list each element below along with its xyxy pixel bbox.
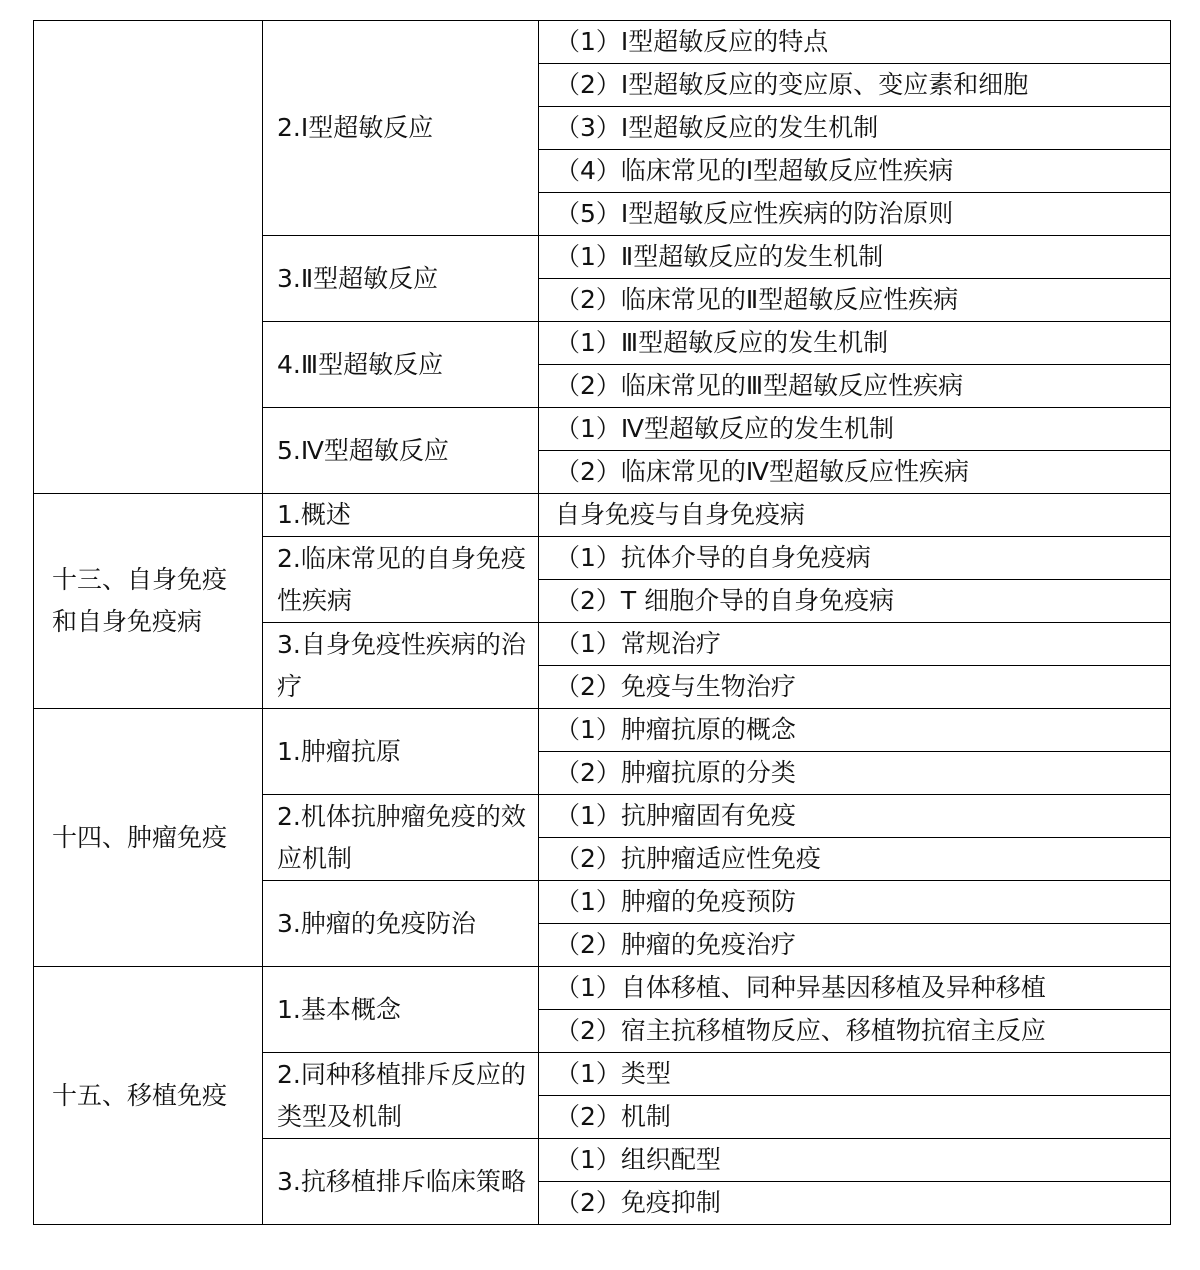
point-item: （1）Ⅱ型超敏反应的发生机制	[539, 236, 1171, 279]
point-item: （1）肿瘤抗原的概念	[539, 709, 1171, 752]
section-title	[34, 21, 263, 494]
subtopic-label: 3.自身免疫性疾病的治疗	[263, 623, 539, 709]
table-row	[34, 967, 1171, 1010]
table-body	[34, 21, 1171, 1225]
subtopic-label: 4.Ⅲ型超敏反应	[263, 322, 539, 408]
point-item: （1）常规治疗	[539, 623, 1171, 666]
point-item: （2）T 细胞介导的自身免疫病	[539, 580, 1171, 623]
section-title: 十五、移植免疫	[34, 967, 263, 1225]
subtopic-label: 3.肿瘤的免疫防治	[263, 881, 539, 967]
subtopic-label: 5.Ⅳ型超敏反应	[263, 408, 539, 494]
point-item: （1）组织配型	[539, 1139, 1171, 1182]
point-item: 自身免疫与自身免疫病	[539, 494, 1171, 537]
subtopic-label: 3.Ⅱ型超敏反应	[263, 236, 539, 322]
point-item: （2）免疫与生物治疗	[539, 666, 1171, 709]
point-item: （4）临床常见的Ⅰ型超敏反应性疾病	[539, 150, 1171, 193]
subtopic-label: 2.同种移植排斥反应的类型及机制	[263, 1053, 539, 1139]
point-item: （1）抗体介导的自身免疫病	[539, 537, 1171, 580]
table-row	[34, 709, 1171, 752]
point-item: （1）Ⅰ型超敏反应的特点	[539, 21, 1171, 64]
section-title: 十三、自身免疫和自身免疫病	[34, 494, 263, 709]
point-item: （2）临床常见的Ⅲ型超敏反应性疾病	[539, 365, 1171, 408]
section-title: 十四、肿瘤免疫	[34, 709, 263, 967]
point-item: （1）自体移植、同种异基因移植及异种移植	[539, 967, 1171, 1010]
point-item: （1）肿瘤的免疫预防	[539, 881, 1171, 924]
point-item: （2）Ⅰ型超敏反应的变应原、变应素和细胞	[539, 64, 1171, 107]
subtopic-label: 1.肿瘤抗原	[263, 709, 539, 795]
point-item: （1）类型	[539, 1053, 1171, 1096]
subtopic-label: 1.概述	[263, 494, 539, 537]
point-item: （2）临床常见的Ⅳ型超敏反应性疾病	[539, 451, 1171, 494]
syllabus-outline-table	[33, 20, 1171, 1225]
point-item: （2）临床常见的Ⅱ型超敏反应性疾病	[539, 279, 1171, 322]
point-item: （2）肿瘤的免疫治疗	[539, 924, 1171, 967]
subtopic-label: 2.Ⅰ型超敏反应	[263, 21, 539, 236]
point-item: （2）免疫抑制	[539, 1182, 1171, 1225]
point-item: （5）Ⅰ型超敏反应性疾病的防治原则	[539, 193, 1171, 236]
point-item: （2）宿主抗移植物反应、移植物抗宿主反应	[539, 1010, 1171, 1053]
table-row	[34, 21, 1171, 64]
subtopic-label: 2.机体抗肿瘤免疫的效应机制	[263, 795, 539, 881]
point-item: （1）Ⅳ型超敏反应的发生机制	[539, 408, 1171, 451]
point-item: （1）Ⅲ型超敏反应的发生机制	[539, 322, 1171, 365]
point-item: （2）肿瘤抗原的分类	[539, 752, 1171, 795]
point-item: （2）机制	[539, 1096, 1171, 1139]
point-item: （1）抗肿瘤固有免疫	[539, 795, 1171, 838]
point-item: （2）抗肿瘤适应性免疫	[539, 838, 1171, 881]
subtopic-label: 3.抗移植排斥临床策略	[263, 1139, 539, 1225]
point-item: （3）Ⅰ型超敏反应的发生机制	[539, 107, 1171, 150]
subtopic-label: 1.基本概念	[263, 967, 539, 1053]
table-row	[34, 494, 1171, 537]
subtopic-label: 2.临床常见的自身免疫性疾病	[263, 537, 539, 623]
